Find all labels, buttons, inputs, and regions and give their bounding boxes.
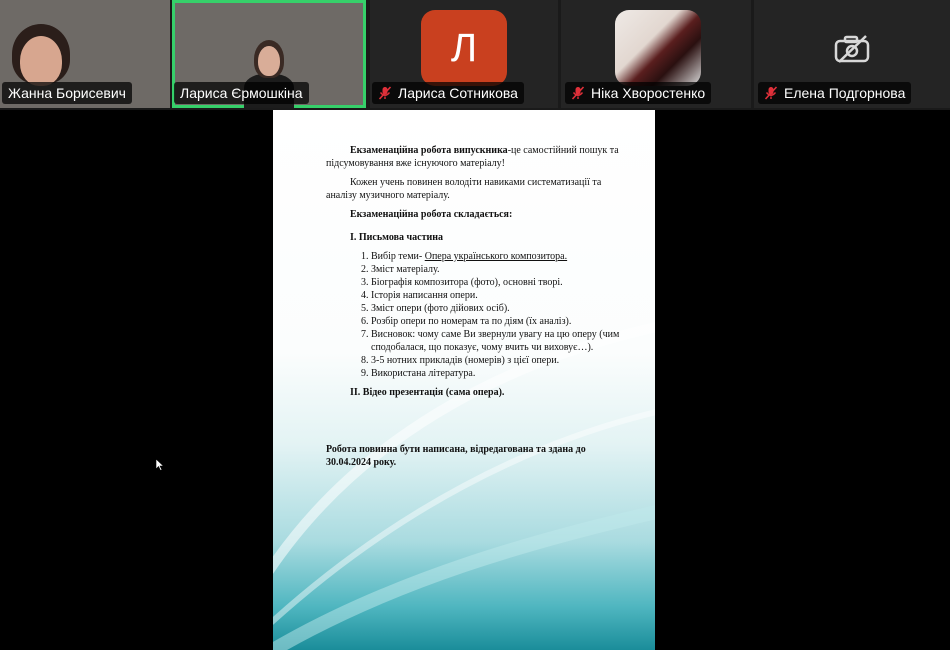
intro-rest: -це самостійний пошук та підсумовування вже існуючого матеріалу!	[326, 145, 619, 169]
participant-name-5	[758, 82, 911, 104]
list-item: 7. Висновок: чому саме Ви звернули увагу на цю оперу (чим сподобалася, що показує, чому вчить чи виховує…).	[371, 328, 626, 354]
structure-heading: Екзаменаційна робота складається:	[350, 209, 513, 220]
list-item: 9. Використана література.	[371, 367, 626, 380]
list-item: 6. Розбір опери по номерам та по діям (їх аналіз).	[371, 315, 626, 328]
shared-document-page	[273, 110, 655, 650]
participant-name-3	[372, 82, 524, 104]
participant-face	[20, 36, 62, 86]
muted-mic-icon	[571, 86, 585, 100]
mouse-cursor-icon	[156, 459, 164, 471]
list-item: 8. 3-5 нотних прикладів (номерів) з цієї опери.	[371, 354, 626, 367]
participant-name-2	[174, 82, 309, 104]
participant-name-1	[2, 82, 132, 104]
avatar-photo	[615, 10, 701, 86]
list-item: 4. Історія написання опери.	[371, 289, 626, 302]
section-written-part: I. Письмова частина	[350, 232, 444, 243]
skills-paragraph: Кожен учень повинен володіти навиками систематизації та аналізу музичного матеріалу.	[326, 177, 602, 201]
list-item: 5. Зміст опери (фото дійових осіб).	[371, 302, 626, 315]
participant-name-label: Ніка Хворостенко	[591, 85, 706, 101]
written-part-list	[326, 250, 626, 380]
participant-name-label: Елена Подгорнова	[784, 85, 906, 101]
list-item	[371, 250, 626, 263]
document-text	[326, 144, 626, 475]
section-video-presentation: II. Відео презентація (сама опера).	[350, 387, 505, 398]
list-item-underlined: Опера українського композитора.	[424, 251, 568, 262]
muted-mic-icon	[764, 86, 778, 100]
participant-name-label: Жанна Борисевич	[8, 85, 126, 101]
intro-bold: Екзаменаційна робота випускника	[350, 145, 508, 156]
list-item-prefix: Вибір теми-	[371, 251, 425, 262]
participant-name-4	[565, 82, 711, 104]
participant-strip	[0, 0, 950, 110]
list-item: 2. Зміст матеріалу.	[371, 263, 626, 276]
list-item: 3. Біографія композитора (фото), основні творі.	[371, 276, 626, 289]
participant-face	[258, 46, 280, 76]
camera-off-icon	[833, 34, 871, 64]
avatar-letter: Л	[421, 10, 507, 86]
shared-screen[interactable]	[0, 110, 950, 650]
intro-paragraph	[326, 144, 626, 170]
muted-mic-icon	[378, 86, 392, 100]
participant-name-label: Лариса Сотникова	[398, 85, 518, 101]
deadline-paragraph: Робота повинна бути написана, відредагована та здана до 30.04.2024 року.	[326, 444, 586, 468]
participant-name-label: Лариса Єрмошкіна	[180, 85, 303, 101]
